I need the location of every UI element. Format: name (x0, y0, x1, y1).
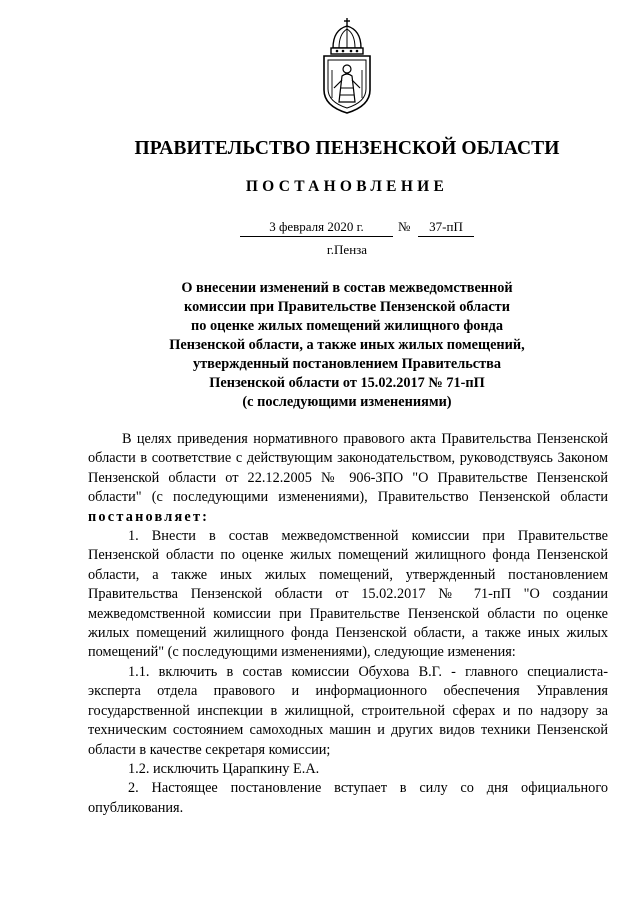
coat-of-arms-icon (319, 18, 375, 114)
city: г.Пенза (326, 242, 368, 257)
item-2: 2. Настоящее постановление вступает в силу со дня официального опубликования. (88, 780, 608, 816)
item-1-2: 1.2. исключить Царапкину Е.А. (128, 760, 320, 777)
item-1: 1. Внести в состав межведомственной комиссии при Правительстве Пензенской области по оценке жилых помещений жилищного фонда Пензенской области, а также иных жилых помещений, утвержденный постановлением Правительства Пензенской области от 15.02.2017 № 71-пП "О создании межведомственной комиссии при Правительстве Пензенской области по оценке жилых помещений жилищного фонда Пензенской области, а также иных жилых помещений" (с последующими изменениями), следующие изменения: (88, 528, 608, 661)
decree-word: постановляет: (88, 508, 210, 525)
doc-type-title: ПОСТАНОВЛЕНИЕ (245, 178, 449, 195)
subject-line: (с последующими изменениями) (242, 394, 452, 410)
subject-line: Пензенской области, а также иных жилых помещений, (169, 337, 525, 353)
number-sign: № (398, 219, 411, 234)
item-1-1: 1.1. включить в состав комиссии Обухова В.Г. - главного специалиста-эксперта отдела правового и информационного обеспечения Управления государственной инспекции в жилищной, строительной сферах и по надзору за техническим состоянием самоходных машин и других видов техники Пензенской области в качестве секретаря комиссии; (88, 663, 608, 758)
document-body (88, 430, 608, 818)
date-number-line (240, 219, 500, 239)
document-number: 37-пП (418, 219, 474, 237)
subject-line: Пензенской области от 15.02.2017 № 71-пП (209, 375, 485, 391)
subject-line: комиссии при Правительстве Пензенской области (184, 299, 510, 315)
org-title: ПРАВИТЕЛЬСТВО ПЕНЗЕНСКОЙ ОБЛАСТИ (134, 138, 560, 159)
subject-line: О внесении изменений в состав межведомственной (181, 280, 513, 296)
document-subject (135, 279, 559, 412)
preamble-text: В целях приведения нормативного правового акта Правительства Пензенской области в соответствие с действующим законодательством, руководствуясь Законом Пензенской области от 22.12.2005 № 906-ЗПО "О Правительстве Пензенской области" (с последующими изменениями), Правительство Пензенской области (88, 431, 608, 506)
document-date: 3 февраля 2020 г. (240, 219, 393, 237)
subject-line: по оценке жилых помещений жилищного фонда (191, 318, 503, 334)
preamble-paragraph (88, 430, 608, 527)
subject-line: утвержденный постановлением Правительства (192, 356, 502, 372)
